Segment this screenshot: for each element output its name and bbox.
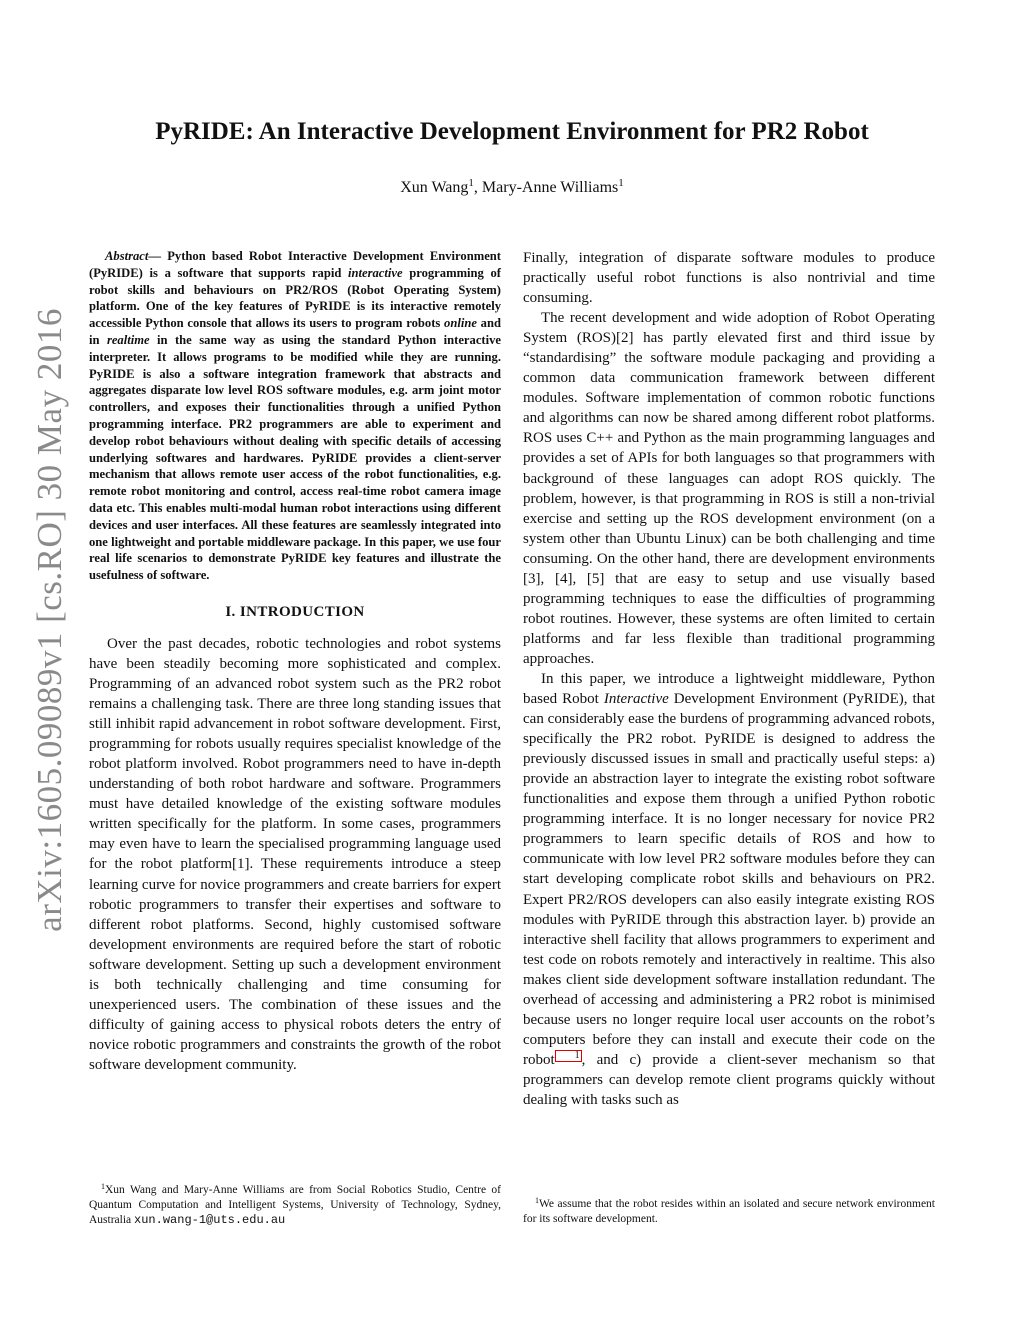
footnote-mark: 1 [535,1196,539,1205]
robot-security-footnote [523,1197,935,1227]
affiliation-mark: 1 [618,177,624,189]
intro-paragraph-2: Finally, integration of disparate software modules to produce practically useful robot functions is also nontrivial and time consuming. [523,250,935,307]
abstract-emphasis: interactive [348,265,403,280]
abstract-emphasis: realtime [106,332,150,347]
abstract-dash: — [148,249,168,263]
abstract-text: and in [89,316,501,347]
abstract-text: programming of robot skills and behaviours on PR2/ROS (Robot Operating System) platform. One of the key features of PyRIDE is its interactive remotely accessible Python console that allows its users to program robots [89,265,501,331]
paragraph-text: Development Environment (PyRIDE), that can considerably ease the burdens of programming advanced robots, specifically the PR2 robot. PyRIDE is designed to address the previously discussed issues in small and practically useful steps: a) provide an abstraction layer to integrate the existing robot software functionalities and expose them through a unified Python robotic programming interface. It is no longer necessary for novice PR2 programmers to learn specific details of ROS and how to communicate with low level PR2 software modules before they can start developing complicate robot skills and behaviours on PR2. Expert PR2/ROS developers can also easily integrate existing ROS modules with PyRIDE through this abstraction layer. b) provide an interactive shell facility that allows programmers to experiment and test code on robots remotely and interactively in realtime. This also makes client side development software installation redundant. The overhead of accessing and administering a PR2 robot is minimised because users no longer require local user accounts on the robot’s computers before they can install and execute their code on the robot [523,691,935,1068]
section-heading-introduction: I. INTRODUCTION [225,603,365,620]
footnote-mark: 1 [101,1182,105,1191]
arxiv-identifier-text: arXiv:1605.09089v1 [cs.RO] 30 May 2016 [30,308,69,932]
paragraph-emphasis: Interactive [603,691,669,708]
abstract-text: Python based Robot Interactive Development Environment (PyRIDE) is a software that supports rapid [89,249,501,280]
left-column [89,248,501,1075]
abstract [89,248,501,584]
paragraph-text: In this paper, we introduce a lightweight middleware, Python based Robot [523,670,935,708]
paper-title: PyRIDE: An Interactive Development Environment for PR2 Robot [155,118,869,145]
author-separator: , [473,179,482,196]
intro-paragraph-3: The recent development and wide adoption of Robot Operating System (ROS)[2] has partly elevated first and third issue by “standardising” the software module packaging and providing a common data communication framework between different modules. Software implementation of common robotic functions and algorithms can now be shared among different robot platforms. ROS uses C++ and Python as the main programming languages and provides a set of APIs for both languages so that programmers with background of these languages can adopt ROS quickly. The problem, however, is that programming in ROS is still a non-trivial exercise and setting up the ROS development environment (on a system other than Ubuntu Linux) can be both challenging and time consuming. On the other hand, there are development environments [3], [4], [5] that are easy to setup and use visually based programming techniques to ease the difficulties of programming robot routines. However, these systems are often limited to certain platforms and far less flexible than traditional programming approaches. [523,310,935,667]
abstract-label: Abstract [105,249,149,263]
author-name: Mary-Anne Williams [481,179,619,196]
affiliation-mark: 1 [468,177,474,189]
abstract-text: in the same way as using the standard Python interactive interpreter. It allows programs to be modified while they are running. PyRIDE is also a software integration framework that abstracts and aggregates disparate low level ROS software modules, e.g. arm joint motor controllers, and exposes their functionalities through a unified Python programming interface. PR2 programmers are able to experiment and develop robot behaviours without dealing with specific details of accessing underlying softwares and hardwares. PyRIDE provides a client-server mechanism that allows remote user access of the robot functionalities, e.g. remote robot monitoring and control, access real-time robot camera image data etc. This enables multi-modal human robot interactions using different devices and user interfaces. All these features are seamlessly integrated into one lightweight and portable middleware package. In this paper, we use four real life scenarios to demonstrate PyRIDE key features and illustrate the usefulness of software. [89,332,501,583]
right-column [523,248,935,1110]
author-name: Xun Wang [400,179,469,196]
intro-paragraph-4 [523,669,935,1110]
affiliation-footnote [89,1183,501,1228]
footnote-text: Xun Wang and Mary-Anne Williams are from Social Robotics Studio, Centre of Quantum Computation and Intelligent Systems, University of Technology, Sydney, Australia [89,1184,501,1226]
footnote-text: We assume that the robot resides within an isolated and secure network environment for its software development. [523,1198,935,1225]
footnote-reference-link[interactable]: 1 [555,1050,582,1062]
author-email: xun.wang-1@uts.edu.au [134,1213,286,1227]
paragraph-text: , and c) provide a client-sever mechanism so that programmers can develop remote client programs quickly without dealing with tasks such as [523,1051,935,1108]
intro-paragraph-1: Over the past decades, robotic technologies and robot systems have been steadily becoming more sophisticated and complex. Programming of an advanced robot system such as the PR2 robot remains a challenging task. There are three long standing issues that still inhibit rapid advancement in robot software development. First, programming for robots usually requires specialist knowledge of the robot platform involved. Robot programmers need to have in-depth understanding of both robot hardware and software. Programmers must have detailed knowledge of the existing software modules written specifically for the platform. In some cases, programmers may even have to learn the specialised programming language used for the robot platform[1]. These requirements introduce a steep learning curve for novice programmers and create barriers for expert robotic programmers to transfer their expertises and software to different robot platforms. Second, highly customised software development environments are required before the start of robotic software development. Setting up such a development environment is both technically challenging and time consuming for unexperienced users. The combination of these issues and the difficulty of gaining access to physical robots deters the entry of novice robotic programmers and constraints the growth of the robot software development community. [89,635,501,1073]
abstract-emphasis: online [444,316,477,331]
author-line [0,177,1024,199]
